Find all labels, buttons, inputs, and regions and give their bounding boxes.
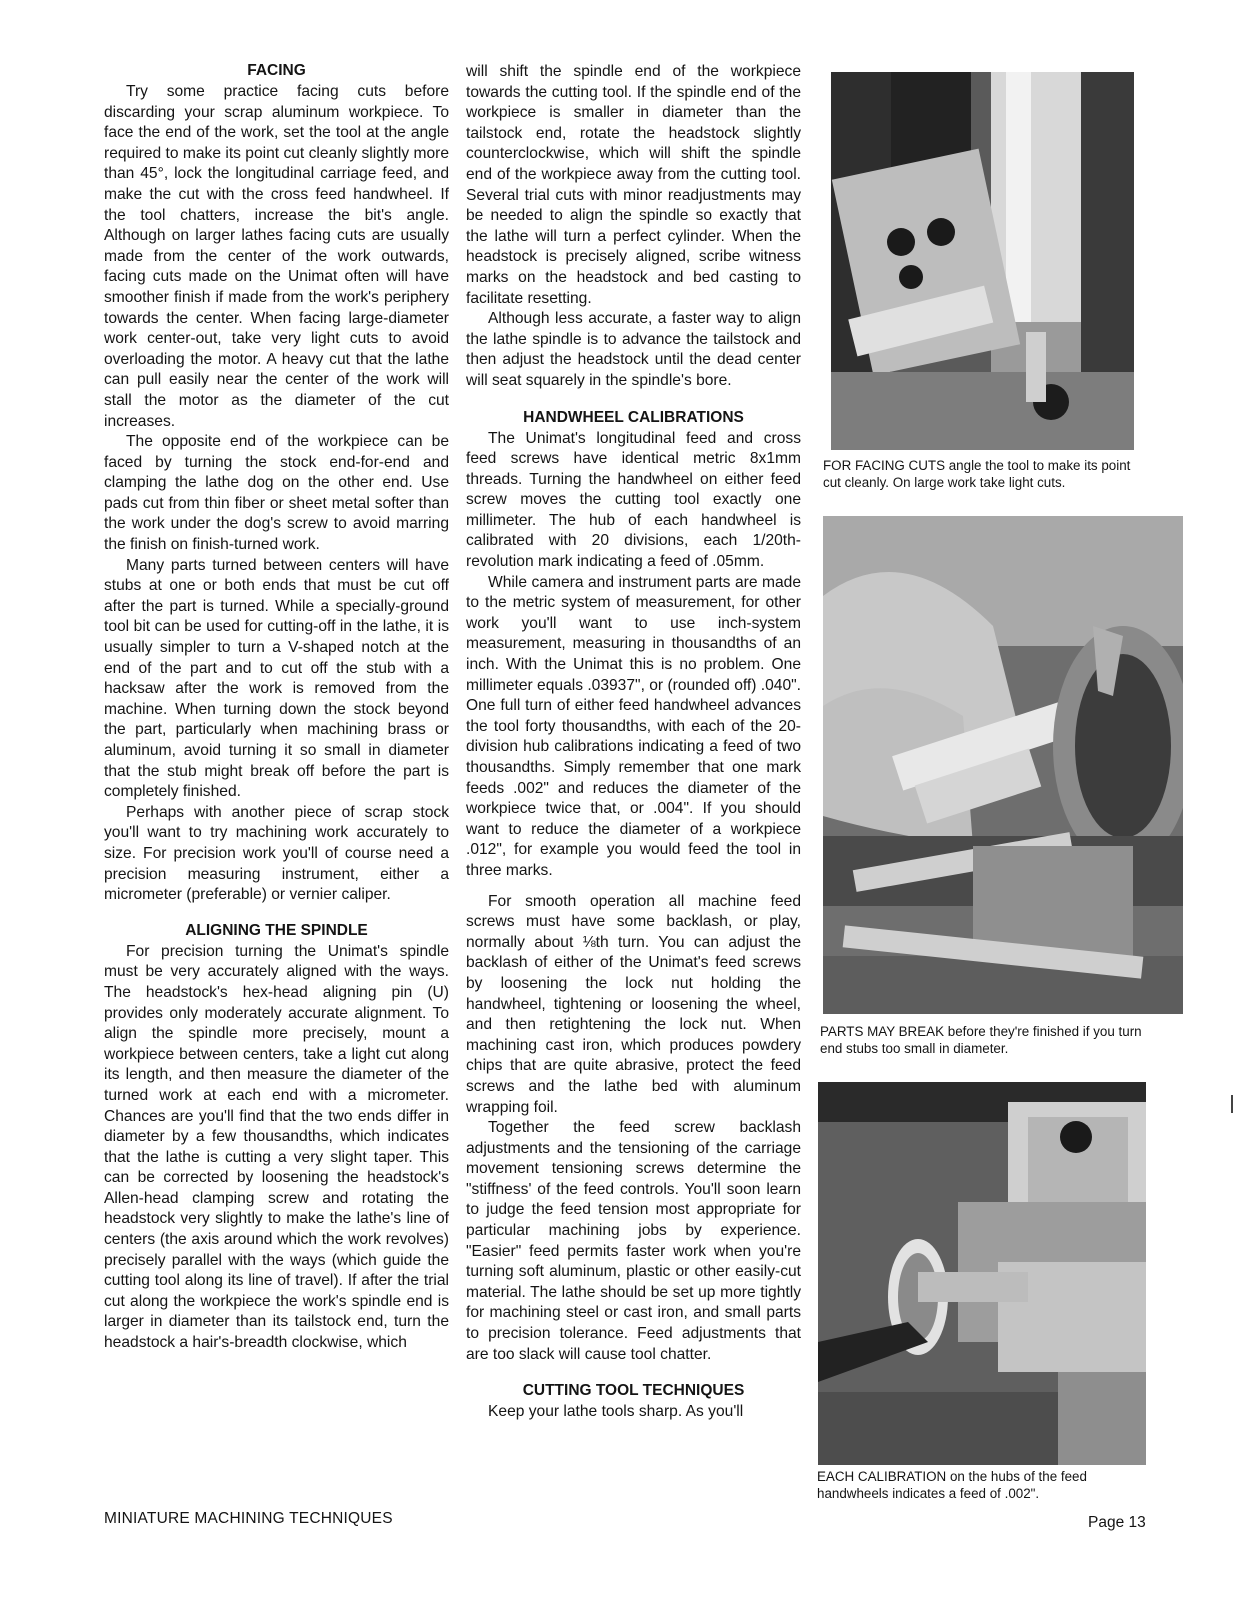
- paragraph: Keep your lathe tools sharp. As you'll: [488, 1403, 744, 1421]
- paragraph: Try some practice facing cuts before discarding your scrap aluminum workpiece. To face the end of the work, set the tool at the angle required to make its point cut cleanly slightly more than 45°, lock the longitudinal carriage feed, and make the cut with the cross feed handwheel. If the tool chatters, increase the bit's angle. Although on larger lathes facing cuts are usually made from the center of the work outwards, facing cuts made on the Unimat often will have smoother finish if made from the work's periphery towards the center. When facing large-diameter work center-out, take very light cuts to avoid overloading the motor. A heavy cut that the lathe can pull easily near the center of the work will stall the motor as the diameter of the cut increases.: [104, 83, 449, 430]
- heading-facing: FACING: [247, 62, 306, 79]
- caption-photo-calibration: [817, 1469, 1157, 1502]
- caption-photo-facing: [823, 458, 1143, 491]
- publication-footer: MINIATURE MACHINING TECHNIQUES: [104, 1510, 393, 1527]
- photo-handwheel-image: [818, 1082, 1146, 1465]
- photo-facing-cut-image: [831, 72, 1134, 450]
- paragraph: will shift the spindle end of the workpiece towards the cutting tool. If the spindle end of the workpiece is smaller in diameter than the tailstock end, rotate the headstock slightly counterclockwise, which will shift the spindle end of the workpiece away from the cutting tool. Several trial cuts with minor readjustments may be needed to align the spindle so exactly that the lathe will turn a perfect cylinder. When the headstock is precisely aligned, scribe witness marks on the headstock and bed casting to facilitate resetting.: [466, 63, 801, 307]
- photo-parts-break: [823, 516, 1183, 1014]
- caption-lead: FOR FACING CUTS: [823, 458, 946, 473]
- paragraph: For precision turning the Unimat's spindle must be very accurately aligned with the ways. The headstock's hex-head aligning pin (U) provides only moderately accurate alignment. To align the spindle more precisely, mount a workpiece between centers, take a light cut along its length, and then measure the diameter of the turned work at each end with a micrometer. Chances are you'll find that the two ends differ in diameter by a few thousandths, which indicates that the lathe is cutting a very slight taper. This can be corrected by loosening the headstock's Allen-head clamping screw and rotating the headstock very slightly to make the lathe's line of centers (the axis around which the work revolves) precisely parallel with the ways (which guide the cutting tool along its line of travel). If after the trial cut along the workpiece the work's spindle end is larger in diameter than its tailstock end, turn the headstock a hair's-breadth clockwise, which: [104, 942, 449, 1352]
- paragraph: Perhaps with another piece of scrap stock you'll want to try machining work accurately to size. For precision work you'll of course need a precision measuring instrument, either a micrometer (preferable) or vernier caliper.: [104, 803, 449, 904]
- paragraph: The Unimat's longitudinal feed and cross feed screws have identical metric 8x1mm threads. Turning the handwheel on either feed screw moves the cutting tool exactly one millimeter. The hub of each handwheel is calibrated with 20 divisions, each 1/20th-revolution mark indicating a feed of .05mm.: [466, 429, 801, 571]
- page-number: Page 13: [1088, 1514, 1146, 1531]
- heading-handwheel-calibrations: HANDWHEEL CALIBRATIONS: [523, 408, 744, 426]
- heading-aligning-the-spindle: ALIGNING THE SPINDLE: [185, 921, 368, 939]
- paragraph: Although less accurate, a faster way to align the lathe spindle is to advance the tailstock and then adjust the headstock until the dead center will seat squarely in the spindle's bore.: [466, 310, 801, 389]
- caption-text: on the hubs of the feed handwheels indicates a feed of .002".: [817, 1469, 1087, 1501]
- caption-lead: EACH CALIBRATION: [817, 1469, 947, 1484]
- text-column-middle: [466, 62, 801, 1423]
- paragraph: Many parts turned between centers will have stubs at one or both ends that must be cut off after the part is turned. While a specially-ground tool bit can be used for cutting-off in the lathe, it is usually simpler to turn a V-shaped notch at the end of the part and to cut off the stub with a hacksaw after the work is removed from the machine. When turning down the stock beyond the part, particularly when machining brass or aluminum, avoid turning it so small in diameter that the stub might break off before the part is completely finished.: [104, 556, 449, 801]
- caption-text: before they're finished if you turn end stubs too small in diameter.: [820, 1024, 1142, 1056]
- paragraph: While camera and instrument parts are made to the metric system of measurement, for other work you'll want to use inch-system measurement, measuring in thousandths of an inch. With the Unimat this is no problem. One millimeter equals .03937", or (rounded off) .040". One full turn of either feed handwheel advances the tool forty thousandths, with each of the 20-division hub calibrations indicating a feed of two thousandths. Simply remember that one mark feeds .002" and reduces the diameter of the workpiece twice that, or .004". If you should want to reduce the diameter of a workpiece .012", for example you would feed the tool in three marks.: [466, 573, 801, 879]
- photo-parts-break-image: [823, 516, 1183, 1014]
- paragraph: The opposite end of the workpiece can be faced by turning the stock end-for-end and clamping the lathe dog on the other end. Use pads cut from thin fiber or sheet metal softer than the work under the dog's screw to avoid marring the finish on finish-turned work.: [104, 433, 449, 554]
- caption-lead: PARTS MAY BREAK: [820, 1024, 945, 1039]
- photo-facing-cut: [831, 72, 1134, 450]
- text-column-left: [104, 60, 449, 1354]
- photo-handwheel-calibration: [818, 1082, 1146, 1465]
- paragraph: Together the feed screw backlash adjustments and the tensioning of the carriage movement tensioning screws determine the "stiffness' of the feed controls. You'll soon learn to judge the feed tension most appropriate for particular machining jobs by experience. "Easier" feed permits faster work when you're turning soft aluminum, plastic or other easily-cut material. The lathe should be set up more tightly for machining steel or cast iron, and small parts to precision tolerance. Feed adjustments that are too slack will cause tool chatter.: [466, 1119, 801, 1363]
- caption-text: angle the tool to make its point cut cleanly. On large work take light cuts.: [823, 458, 1131, 490]
- caption-photo-parts: [820, 1024, 1160, 1057]
- scan-edge-mark: [1231, 1095, 1233, 1113]
- paragraph: For smooth operation all machine feed screws must have some backlash, or play, normally about ⅛th turn. You can adjust the backlash of either of the Unimat's feed screws by loosening the lock nut holding the handwheel, tightening or loosening the wheel, and then retightening the lock nut. When machining cast iron, which produces powdery chips that are quite abrasive, protect the feed screws and the lathe bed with aluminum wrapping foil.: [466, 892, 801, 1116]
- heading-cutting-tool-techniques: CUTTING TOOL TECHNIQUES: [522, 1382, 745, 1400]
